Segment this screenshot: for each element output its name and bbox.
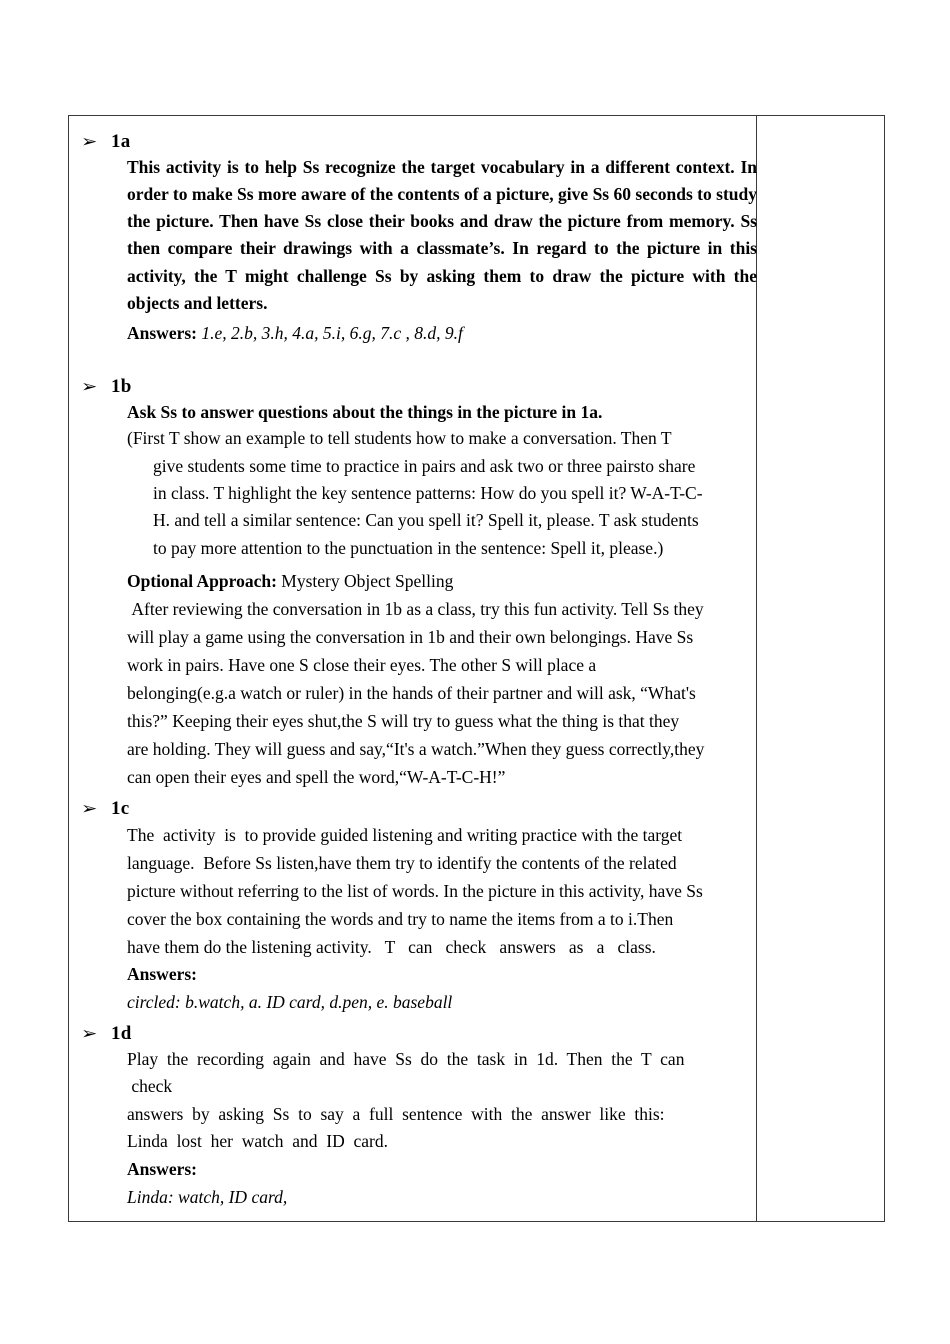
activity-1d-title: 1d	[111, 1022, 132, 1044]
optional-line: work in pairs. Have one S close their eyes. The other S will place a	[127, 655, 597, 676]
activity-1b-instruction: Ask Ss to answer questions about the things in the picture in 1a.	[127, 401, 603, 422]
section-spacer	[81, 347, 744, 375]
activity-1b-heading	[81, 375, 744, 399]
activity-1a-answers	[127, 319, 744, 347]
activity-1b-body	[127, 399, 744, 791]
activity-1c-answers-label: Answers:	[127, 963, 197, 984]
table-row	[69, 116, 885, 1222]
body-line: language. Before Ss listen,have them try to identify the contents of the related	[127, 852, 677, 873]
main-content-cell	[69, 116, 757, 1222]
activity-1b-parenthetical	[127, 425, 767, 561]
activity-1c-title: 1c	[111, 798, 130, 820]
body-line: check	[127, 1076, 173, 1097]
optional-line: will play a game using the conversation in 1b and their own belongings. Have Ss	[127, 627, 694, 648]
arrow-bullet-icon: ➢	[81, 132, 98, 152]
activity-1a-paragraph: This activity is to help Ss recognize the target vocabulary in a different context. In order to make Ss more aware of the contents of a picture, give Ss 60 seconds to study the picture. Then have Ss close their books and draw the picture from memory. Ss then compare their drawings with a classmate’s. In regard to the picture in this activity, the T might challenge Ss by asking them to draw the picture with the objects and letters.	[127, 156, 757, 313]
optional-line: this?” Keeping their eyes shut,the S will try to guess what the thing is that they	[127, 711, 680, 732]
activity-1d-heading	[81, 1022, 744, 1046]
arrow-bullet-icon: ➢	[81, 799, 98, 820]
activity-1c-answers-value: circled: b.watch, a. ID card, d.pen, e. baseball	[127, 991, 453, 1012]
body-line: The activity is to provide guided listening and writing practice with the target	[127, 824, 683, 845]
activity-1c-paragraph	[127, 821, 772, 961]
paren-line: to pay more attention to the punctuation in the sentence: Spell it, please.)	[153, 537, 664, 558]
optional-line: can open their eyes and spell the word,“W-A-T-C-H!”	[127, 767, 506, 788]
optional-approach-body	[127, 595, 772, 791]
paren-line: in class. T highlight the key sentence patterns: How do you spell it? W-A-T-C-	[153, 483, 703, 504]
body-line: answers by asking Ss to say a full sentence with the answer like this:	[127, 1103, 665, 1124]
activity-1a-answers-value: 1.e, 2.b, 3.h, 4.a, 5.i, 6.g, 7.c , 8.d, 9.f	[201, 322, 463, 343]
arrow-bullet-icon: ➢	[81, 376, 98, 397]
optional-approach-label: Optional Approach:	[127, 570, 277, 591]
body-line: Linda lost her watch and ID card.	[127, 1131, 388, 1152]
paren-line: H. and tell a similar sentence: Can you spell it? Spell it, please. T ask students	[153, 510, 699, 531]
activity-1d-body	[127, 1046, 744, 1211]
optional-line: After reviewing the conversation in 1b as a class, try this fun activity. Tell Ss they	[127, 599, 704, 620]
optional-approach-title: Mystery Object Spelling	[281, 570, 454, 591]
paren-line: (First T show an example to tell students how to make a conversation. Then T	[127, 428, 672, 449]
body-line: cover the box containing the words and try to name the items from a to i.Then	[127, 908, 674, 929]
activity-1c	[81, 797, 744, 1016]
activity-1c-body	[127, 821, 744, 1016]
body-line: have them do the listening activity. T can check answers as a class.	[127, 936, 656, 957]
lesson-plan-table	[68, 115, 885, 1222]
body-line: picture without referring to the list of words. In the picture in this activity, have Ss	[127, 880, 703, 901]
activity-1d-answers-value: Linda: watch, ID card,	[127, 1186, 288, 1207]
side-notes-content	[757, 116, 884, 1196]
body-line: Play the recording again and have Ss do the task in 1d. Then the T can	[127, 1048, 685, 1069]
arrow-bullet-icon: ➢	[81, 1023, 98, 1044]
activity-1a-answers-label: Answers:	[127, 322, 197, 343]
side-notes-cell	[757, 116, 885, 1222]
activity-1c-heading	[81, 797, 744, 821]
activity-1b-title: 1b	[111, 375, 132, 397]
optional-approach-heading	[127, 568, 744, 595]
activity-1d-answers-label: Answers:	[127, 1158, 197, 1179]
optional-line: belonging(e.g.a watch or ruler) in the hands of their partner and will ask, “What's	[127, 683, 696, 704]
activity-1a-heading	[81, 130, 744, 154]
activity-1b	[81, 375, 744, 791]
activity-1a	[81, 130, 757, 347]
optional-line: are holding. They will guess and say,“It's a watch.”When they guess correctly,they	[127, 739, 705, 760]
activity-1d-paragraph	[127, 1046, 767, 1156]
paren-line: give students some time to practice in pairs and ask two or three pairsto share	[153, 455, 696, 476]
activity-1a-body	[127, 154, 757, 347]
activity-1a-title: 1a	[111, 131, 131, 152]
activity-1d	[81, 1022, 744, 1211]
